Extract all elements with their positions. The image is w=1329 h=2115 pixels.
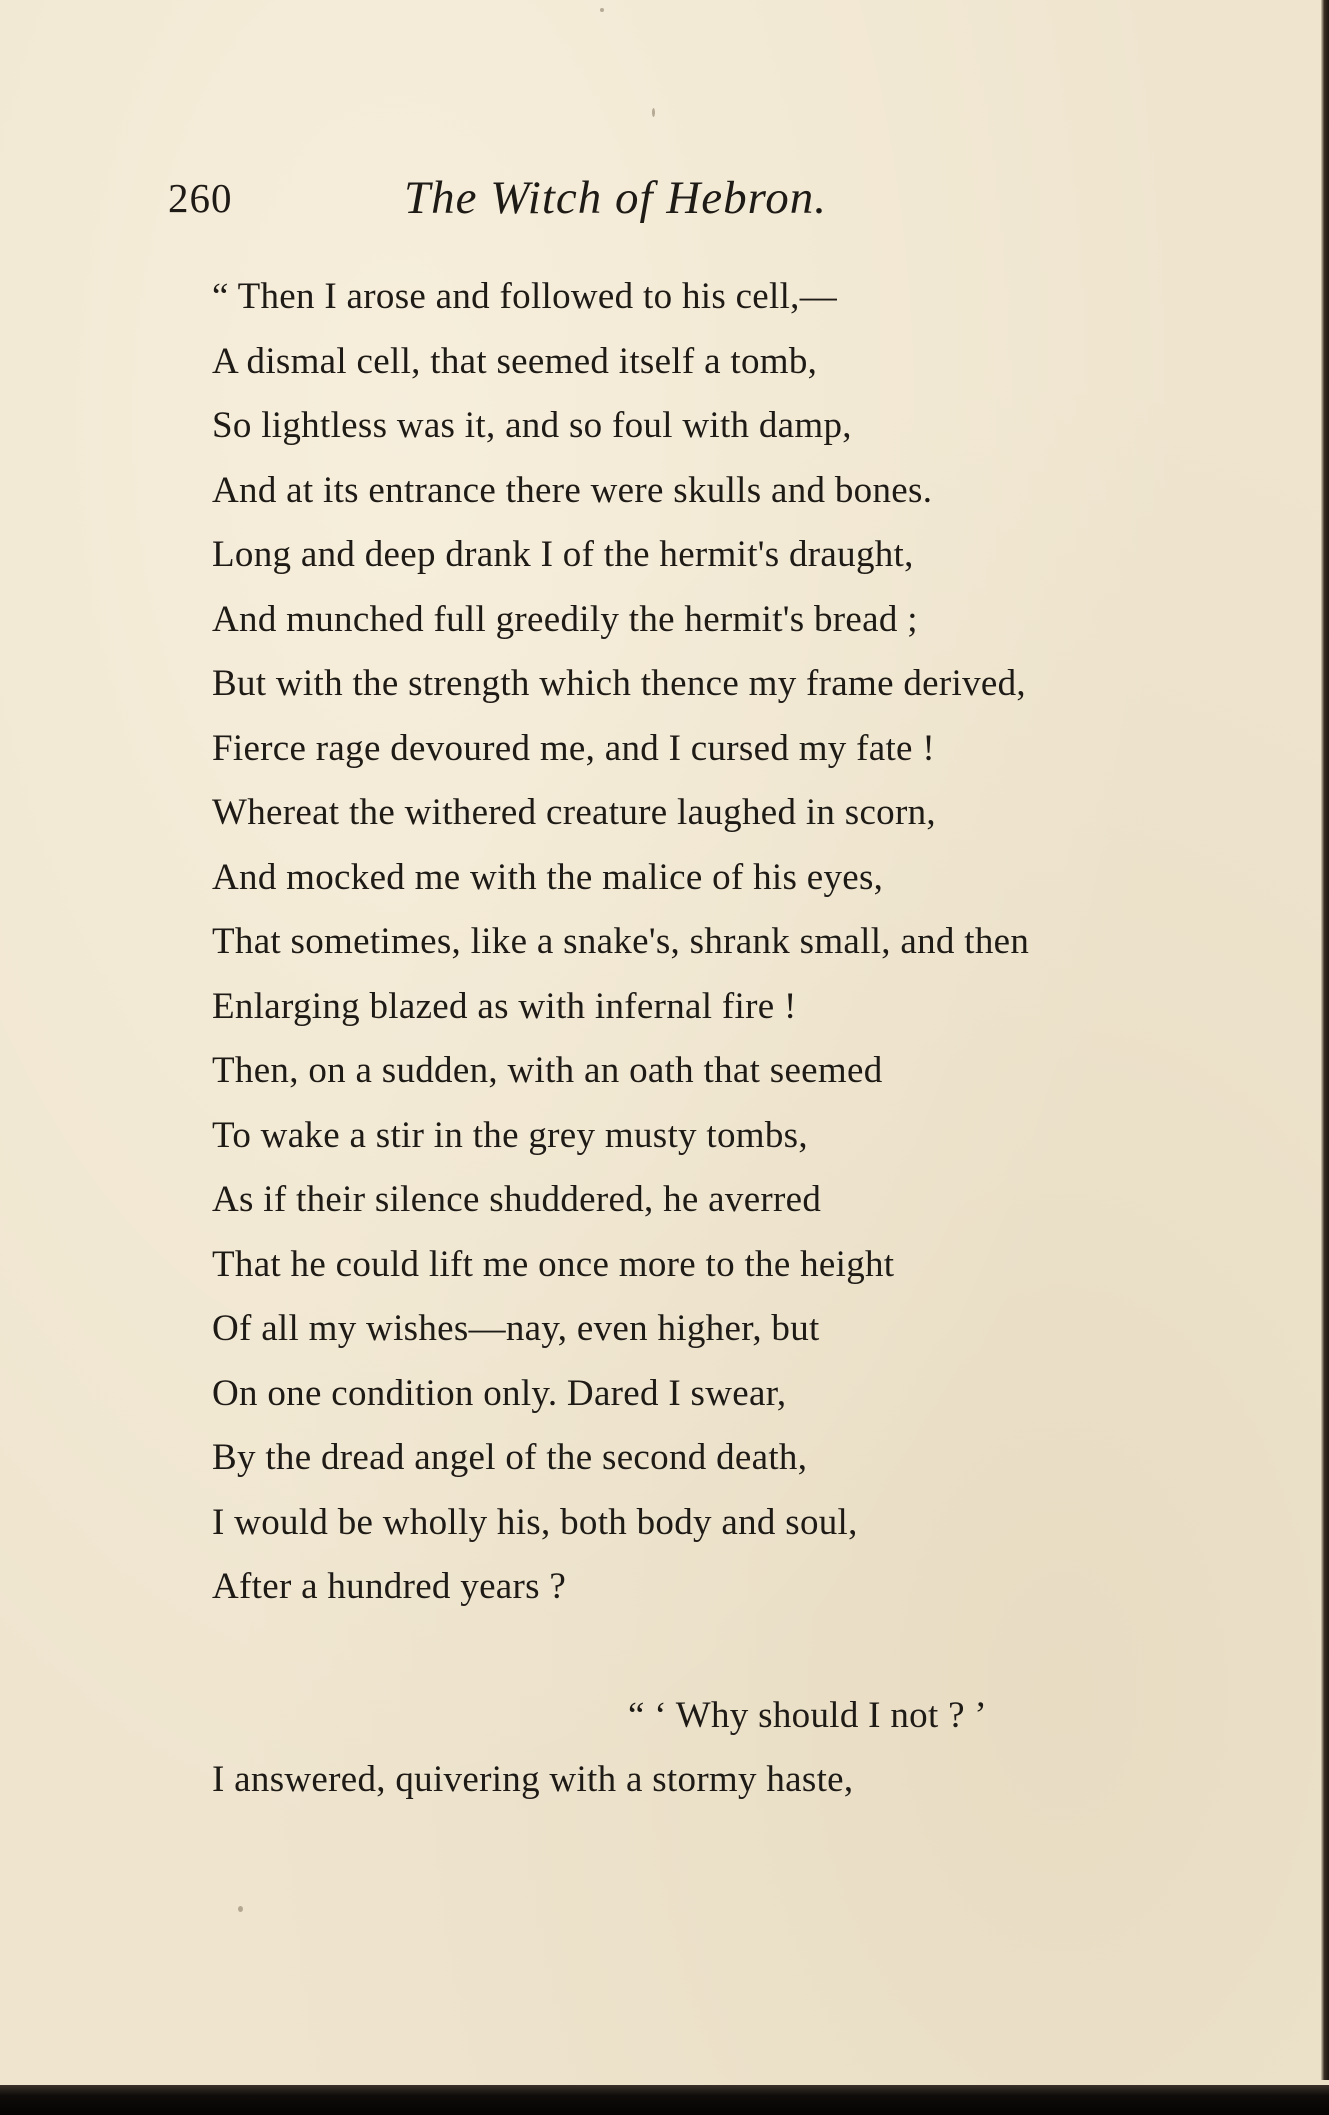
paper-speck (238, 1906, 243, 1912)
verse-line: Long and deep drank I of the hermit's draught, (212, 534, 914, 575)
verse-line: I answered, quivering with a stormy haste, (212, 1759, 854, 1800)
verse-line: But with the strength which thence my frame derived, (212, 663, 1026, 704)
stanza-break (212, 1623, 1212, 1687)
running-title: The Witch of Hebron. (404, 172, 827, 224)
page-edge-shadow (1321, 0, 1329, 2080)
verse-line: Then, on a sudden, with an oath that seemed (212, 1050, 883, 1091)
verse-line: I would be wholly his, both body and soul, (212, 1501, 858, 1543)
verse-line: Fierce rage devoured me, and I cursed my fate ! (212, 727, 935, 769)
verse-line: On one condition only. Dared I swear, (212, 1372, 787, 1414)
paper-speck (600, 8, 604, 12)
verse-line: Of all my wishes—nay, even higher, but (212, 1308, 820, 1349)
verse-line-indented: “ ‘ Why should I not ? ’ (628, 1694, 987, 1736)
verse-line: And at its entrance there were skulls and bones. (212, 469, 933, 511)
verse-line: To wake a stir in the grey musty tombs, (212, 1114, 808, 1156)
verse-line: A dismal cell, that seemed itself a tomb, (212, 340, 818, 382)
verse-line: And munched full greedily the hermit's bread ; (212, 598, 918, 640)
verse-line: Enlarging blazed as with infernal fire ! (212, 985, 797, 1027)
verse-line: That sometimes, like a snake's, shrank small, and then (212, 921, 1030, 962)
verse-line: Whereat the withered creature laughed in scorn, (212, 792, 936, 833)
verse-line: After a hundred years ? (212, 1566, 567, 1607)
verse-line: That he could lift me once more to the height (212, 1243, 895, 1285)
page-number: 260 (168, 175, 233, 221)
page-header (168, 168, 1068, 228)
poem-text (212, 268, 1212, 1816)
verse-line: So lightless was it, and so foul with damp, (212, 405, 852, 446)
verse-line: “ Then I arose and followed to his cell,— (212, 276, 838, 317)
verse-line: By the dread angel of the second death, (212, 1437, 808, 1478)
verse-line: And mocked me with the malice of his eyes, (212, 856, 884, 898)
page-bottom-shadow (0, 2085, 1329, 2115)
paper-speck (652, 108, 655, 117)
verse-line: As if their silence shuddered, he averred (212, 1179, 822, 1220)
